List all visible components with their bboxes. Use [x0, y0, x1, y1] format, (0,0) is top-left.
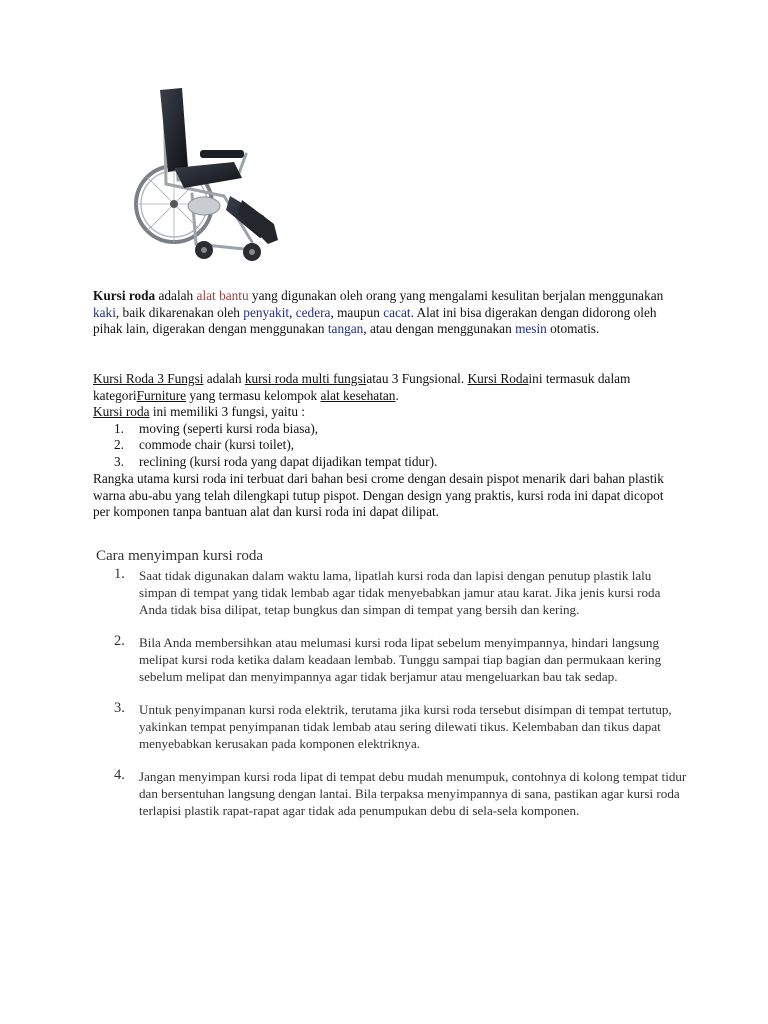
link-alat-kesehatan[interactable]: alat kesehatan	[320, 387, 396, 403]
link-alat-bantu[interactable]: alat bantu	[196, 288, 249, 303]
list-item: 2. commode chair (kursi toilet),	[114, 437, 295, 452]
link-kursi-roda-2[interactable]: Kursi roda	[93, 404, 150, 419]
link-cedera[interactable]: cedera	[295, 304, 331, 320]
fungsi-section	[93, 371, 683, 470]
link-kursi-roda[interactable]: Kursi Roda	[467, 371, 529, 386]
storage-steps-list	[110, 567, 690, 819]
link-tangan[interactable]: tangan	[327, 321, 364, 336]
fungsi-intro-line: Kursi roda ini memiliki 3 fungsi, yaitu :	[93, 404, 305, 419]
link-kursi-roda-3-fungsi[interactable]: Kursi Roda 3 Fungsi	[93, 371, 204, 386]
term-kursi-roda: Kursi roda	[93, 288, 156, 303]
link-furniture[interactable]: Furniture	[136, 387, 187, 403]
step-item: 3. Untuk penyimpanan kursi roda elektrik, terutama jika kursi roda tersebut disimpan di tempat tertutup, yakinkan tempat penyimpanan tidak lembab atau sering dilewati tikus. Kelembaban dan tikus dapat menyebabkan kerusakan pada komponen elektriknya.	[114, 700, 672, 751]
link-mesin[interactable]: mesin	[515, 321, 547, 336]
list-item: 1. moving (seperti kursi roda biasa),	[114, 420, 319, 436]
fungsi-list	[93, 421, 683, 471]
link-cacat[interactable]: cacat	[383, 304, 411, 320]
list-item: 3. reclining (kursi roda yang dapat dijadikan tempat tidur).	[114, 453, 438, 469]
step-item: 4. Jangan menyimpan kursi roda lipat di tempat debu mudah menumpuk, contohnya di kolong tempat tidur dan bersentuhan langsung dengan lantai. Bila terpaksa menyimpannya di sana, pastikan agar kursi roda terlapisi plastik rapat-rapat agar tidak ada penumpukan debu di sela-sela komponen.	[114, 767, 687, 818]
section-title: Cara menyimpan kursi roda	[96, 548, 264, 564]
step-item: 1. Saat tidak digunakan dalam waktu lama, lipatlah kursi roda dan lapisi dengan penutup plastik lalu simpan di tempat yang tidak lembab agar tidak menyebabkan jamur atau karat. Jika jenis kursi roda Anda tidak bisa dilipat, tetap bungkus dan simpan di tempat yang bersih dan kering.	[114, 566, 661, 617]
wheelchair-image	[134, 84, 284, 266]
link-penyakit[interactable]: penyakit	[243, 304, 290, 320]
link-kursi-roda-multi-fungsi[interactable]: kursi roda multi fungsi	[244, 371, 367, 386]
intro-paragraph: Kursi roda adalah alat bantu yang digunakan oleh orang yang mengalami kesulitan berjalan menggunakan kaki, baik dikarenakan oleh penyakit, cedera, maupun cacat. Alat ini bisa digerakan dengan didorong oleh pihak lain, digerakan dengan menggunakan tangan, atau dengan menggunakan mesin otomatis.	[93, 288, 664, 336]
fungsi-paragraph: Kursi Roda 3 Fungsi adalah kursi roda multi fungsiatau 3 Fungsional. Kursi Rodaini termasuk dalam kategoriFurniture yang termasu kelompok alat kesehatan.	[93, 371, 631, 403]
step-item: 2. Bila Anda membersihkan atau melumasi kursi roda lipat sebelum menyimpannya, hindari langsung melipat kursi roda ketika dalam keadaan lembab. Tunggu sampai tiap bagian dan permukaan kering sebelum melipat dan menyimpannya agar tidak berjamur atau mengeluarkan bau tak sedap.	[114, 633, 662, 684]
link-kaki[interactable]: kaki	[93, 304, 116, 320]
rangka-paragraph: Rangka utama kursi roda ini terbuat dari bahan besi crome dengan desain pispot menarik dari bahan plastik warna abu-abu yang telah dilengkapi tutup pispot. Dengan design yang praktis, kursi roda ini dapat dicopot per komponen tanpa bantuan alat dan kursi roda ini dapat dilipat.	[93, 471, 664, 519]
